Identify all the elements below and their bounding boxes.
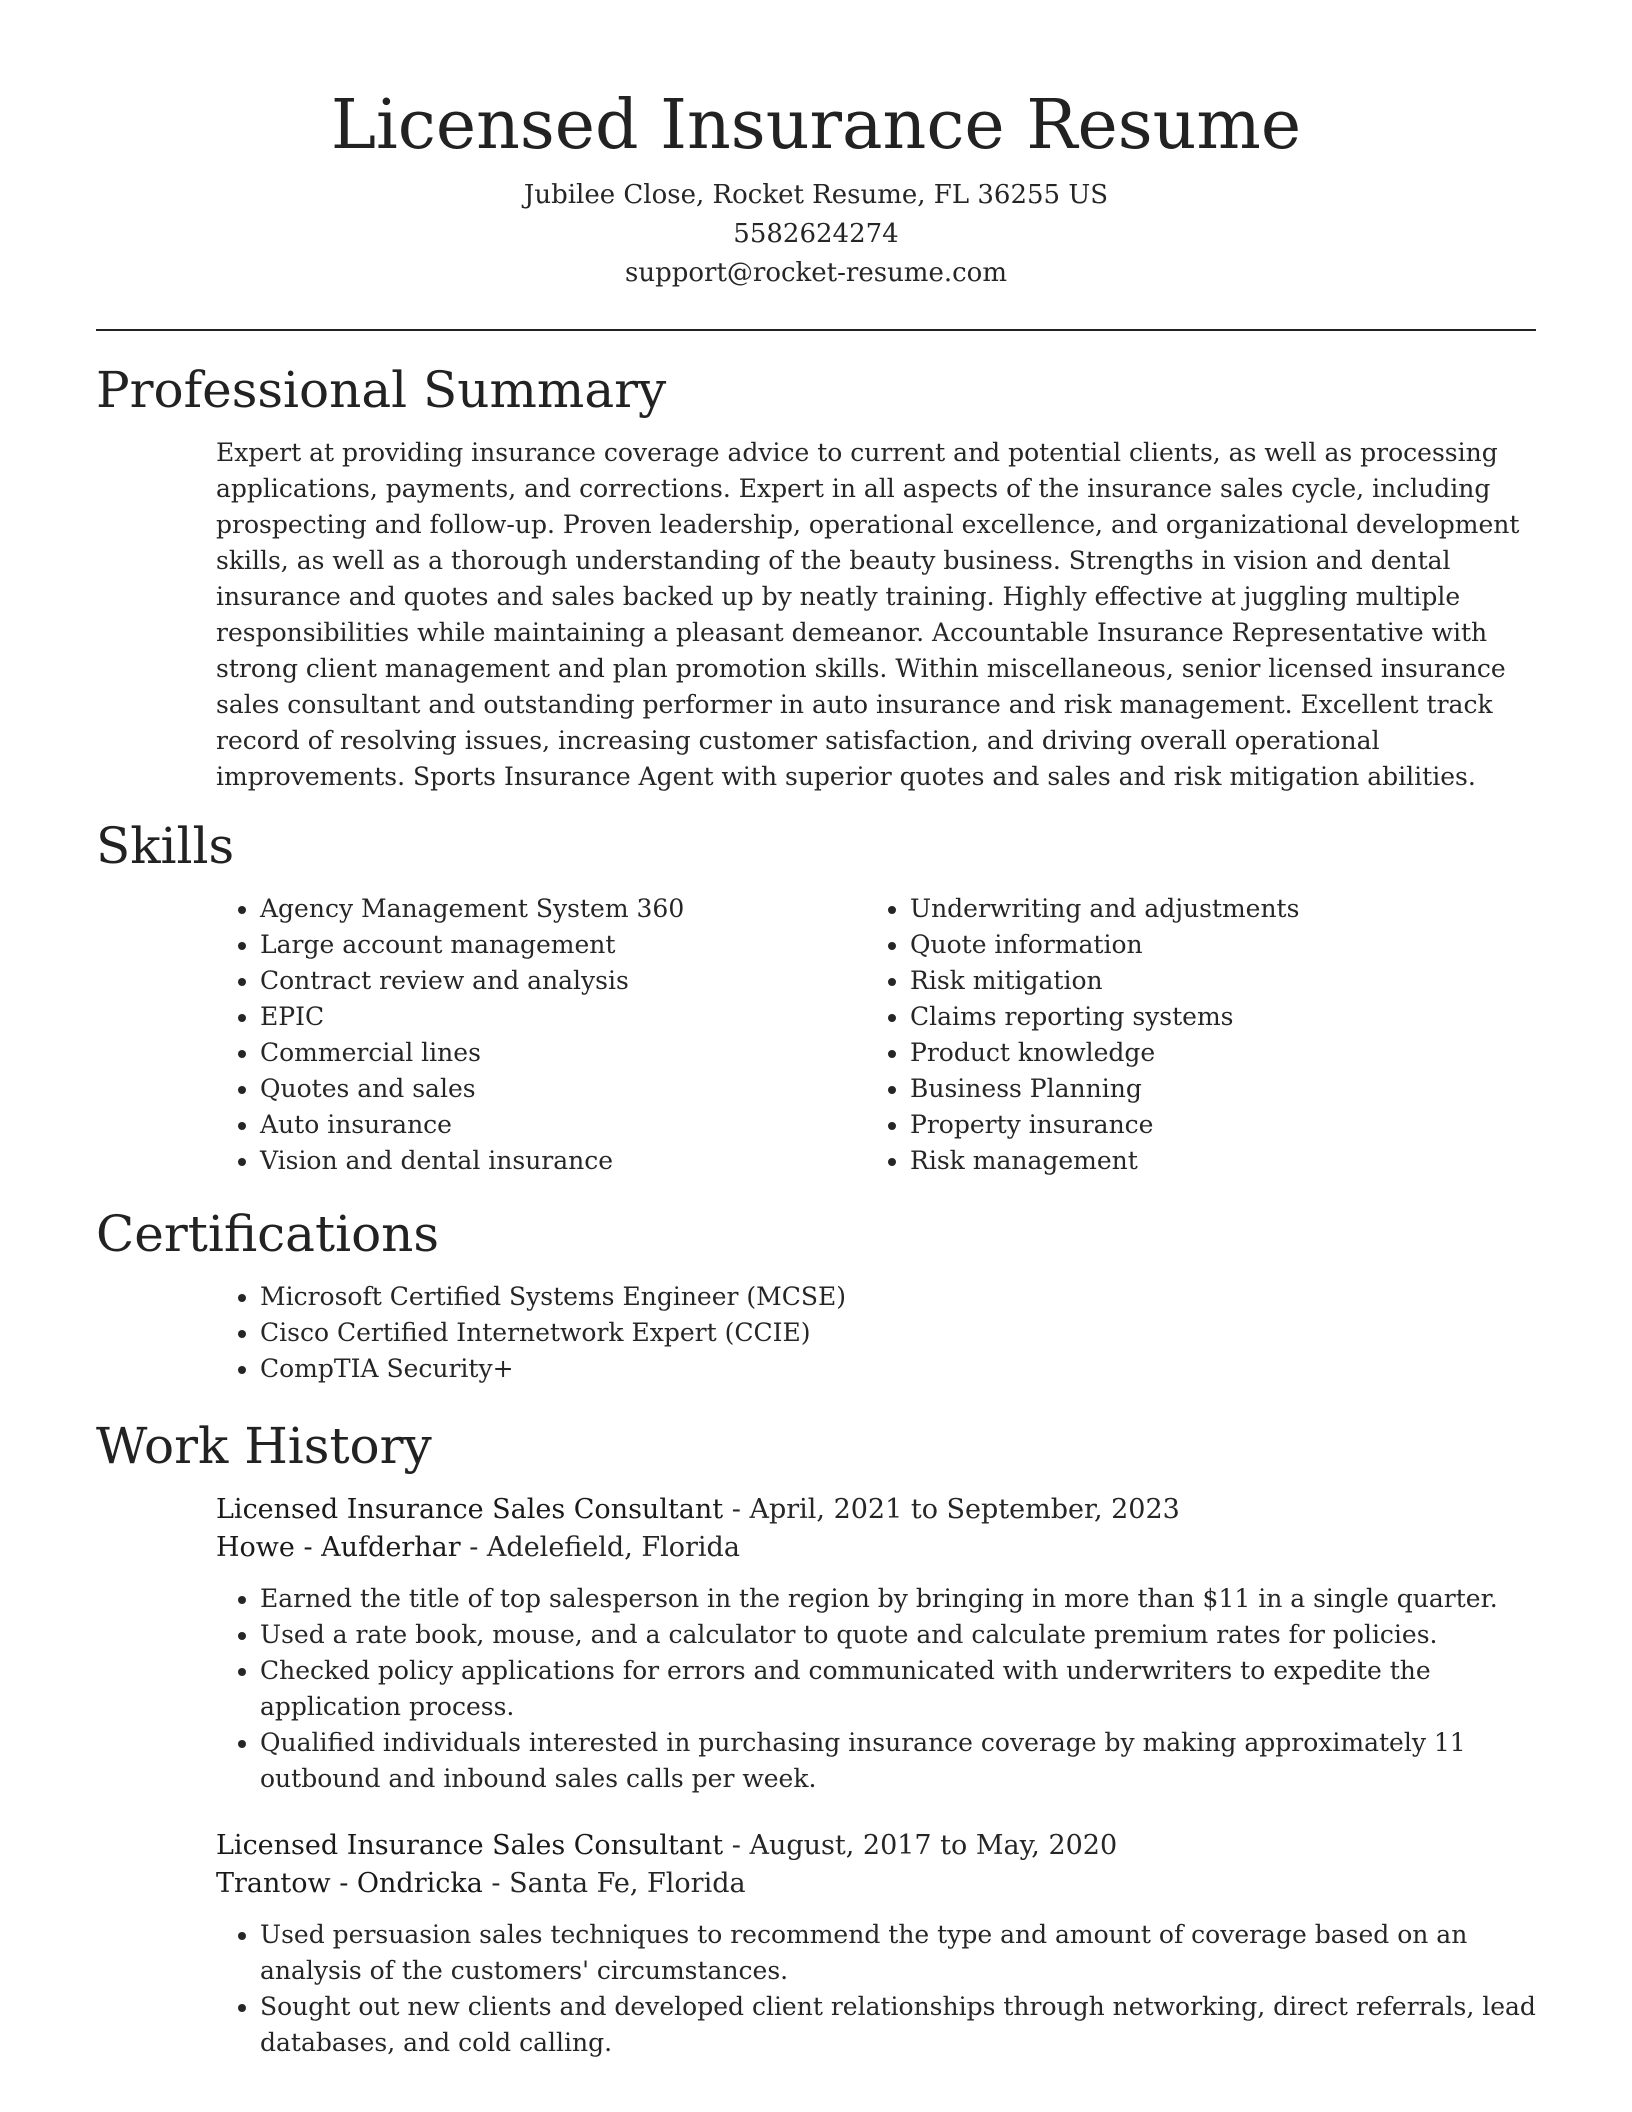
- job-title-line: Licensed Insurance Sales Consultant - August, 2017 to May, 2020: [216, 1830, 1118, 1861]
- skill-item: • Underwriting and adjustments: [910, 891, 1516, 927]
- job-bullet: • Used persuasion sales techniques to recommend the type and amount of coverage based on an analysis of the customers' circumstances.: [260, 1917, 1536, 1989]
- summary-text: Expert at providing insurance coverage advice to current and potential clients, as well as processing applications, payments, and corrections. Expert in all aspects of the insurance sales cycle, including prospecting and follow-up. Proven leadership, operational excellence, and organizational development skills, as well as a thorough understanding of the beauty business. Strengths in vision and dental insurance and quotes and sales backed up by neatly training. Highly effective at juggling multiple responsibilities while maintaining a pleasant demeanor. Accountable Insurance Representative with strong client management and plan promotion skills. Within miscellaneous, senior licensed insurance sales consultant and outstanding performer in auto insurance and risk management. Excellent track record of resolving issues, increasing customer satisfaction, and driving overall operational improvements. Sports Insurance Agent with superior quotes and sales and risk mitigation abilities.: [216, 438, 1520, 791]
- job-location: Adelefield, Florida: [486, 1532, 740, 1563]
- skills-heading: Skills: [96, 817, 235, 875]
- certification-item: • Microsoft Certified Systems Engineer (MCSE): [260, 1279, 1536, 1315]
- job-title-line: Licensed Insurance Sales Consultant - April, 2021 to September, 2023: [216, 1494, 1180, 1525]
- certifications-heading: Certifications: [96, 1205, 440, 1263]
- skill-item: • Quote information: [910, 927, 1516, 963]
- skill-item: • EPIC: [260, 999, 866, 1035]
- header-divider: [96, 329, 1536, 331]
- resume-header: [96, 0, 1536, 293]
- skill-item: • Product knowledge: [910, 1035, 1516, 1071]
- skills-list-right: [866, 891, 1516, 1179]
- job-company: Trantow - Ondricka: [216, 1868, 483, 1899]
- certification-item: • Cisco Certified Internetwork Expert (CCIE): [260, 1315, 1536, 1351]
- job-company: Howe - Aufderhar: [216, 1532, 461, 1563]
- job-dates: August, 2017 to May, 2020: [749, 1830, 1118, 1861]
- skill-item: • Property insurance: [910, 1107, 1516, 1143]
- job-dates: April, 2021 to September, 2023: [749, 1494, 1180, 1525]
- certifications-list: [216, 1279, 1536, 1387]
- job-entry: [216, 1827, 1536, 2061]
- skill-item: • Business Planning: [910, 1071, 1516, 1107]
- job-role: Licensed Insurance Sales Consultant: [216, 1830, 724, 1861]
- skill-item: • Contract review and analysis: [260, 963, 866, 999]
- summary-heading: Professional Summary: [96, 361, 667, 419]
- certification-item: • CompTIA Security+: [260, 1351, 1536, 1387]
- job-location: Santa Fe, Florida: [509, 1868, 746, 1899]
- skill-item: • Commercial lines: [260, 1035, 866, 1071]
- job-bullet: • Checked policy applications for errors and communicated with underwriters to expedite the application process.: [260, 1653, 1536, 1725]
- job-bullets: [216, 1917, 1536, 2061]
- skill-item: • Auto insurance: [260, 1107, 866, 1143]
- skill-item: • Risk mitigation: [910, 963, 1516, 999]
- phone: 5582624274: [733, 219, 899, 249]
- skill-item: • Large account management: [260, 927, 866, 963]
- job-entry: [216, 1491, 1536, 1797]
- skill-item: • Quotes and sales: [260, 1071, 866, 1107]
- skill-item: • Agency Management System 360: [260, 891, 866, 927]
- job-bullet: • Used a rate book, mouse, and a calculator to quote and calculate premium rates for policies.: [260, 1617, 1536, 1653]
- skill-item: • Vision and dental insurance: [260, 1143, 866, 1179]
- contact-block: [96, 176, 1536, 293]
- skill-item: • Claims reporting systems: [910, 999, 1516, 1035]
- address: Jubilee Close, Rocket Resume, FL 36255 US: [523, 180, 1109, 210]
- job-bullet: • Qualified individuals interested in purchasing insurance coverage by making approximately 11 outbound and inbound sales calls per week.: [260, 1725, 1536, 1797]
- job-company-line: Trantow - Ondricka - Santa Fe, Florida: [216, 1868, 746, 1899]
- skill-item: • Risk management: [910, 1143, 1516, 1179]
- job-bullets: [216, 1581, 1536, 1797]
- job-company-line: Howe - Aufderhar - Adelefield, Florida: [216, 1532, 740, 1563]
- skills-columns: [216, 891, 1536, 1179]
- job-bullet: • Earned the title of top salesperson in the region by bringing in more than $11 in a single quarter.: [260, 1581, 1536, 1617]
- email: support@rocket-resume.com: [624, 258, 1007, 288]
- job-role: Licensed Insurance Sales Consultant: [216, 1494, 724, 1525]
- work-history-heading: Work History: [96, 1417, 432, 1475]
- job-bullet: • Sought out new clients and developed client relationships through networking, direct referrals, lead databases, and cold calling.: [260, 1989, 1536, 2061]
- resume-title: Licensed Insurance Resume: [330, 86, 1302, 165]
- skills-list-left: [216, 891, 866, 1179]
